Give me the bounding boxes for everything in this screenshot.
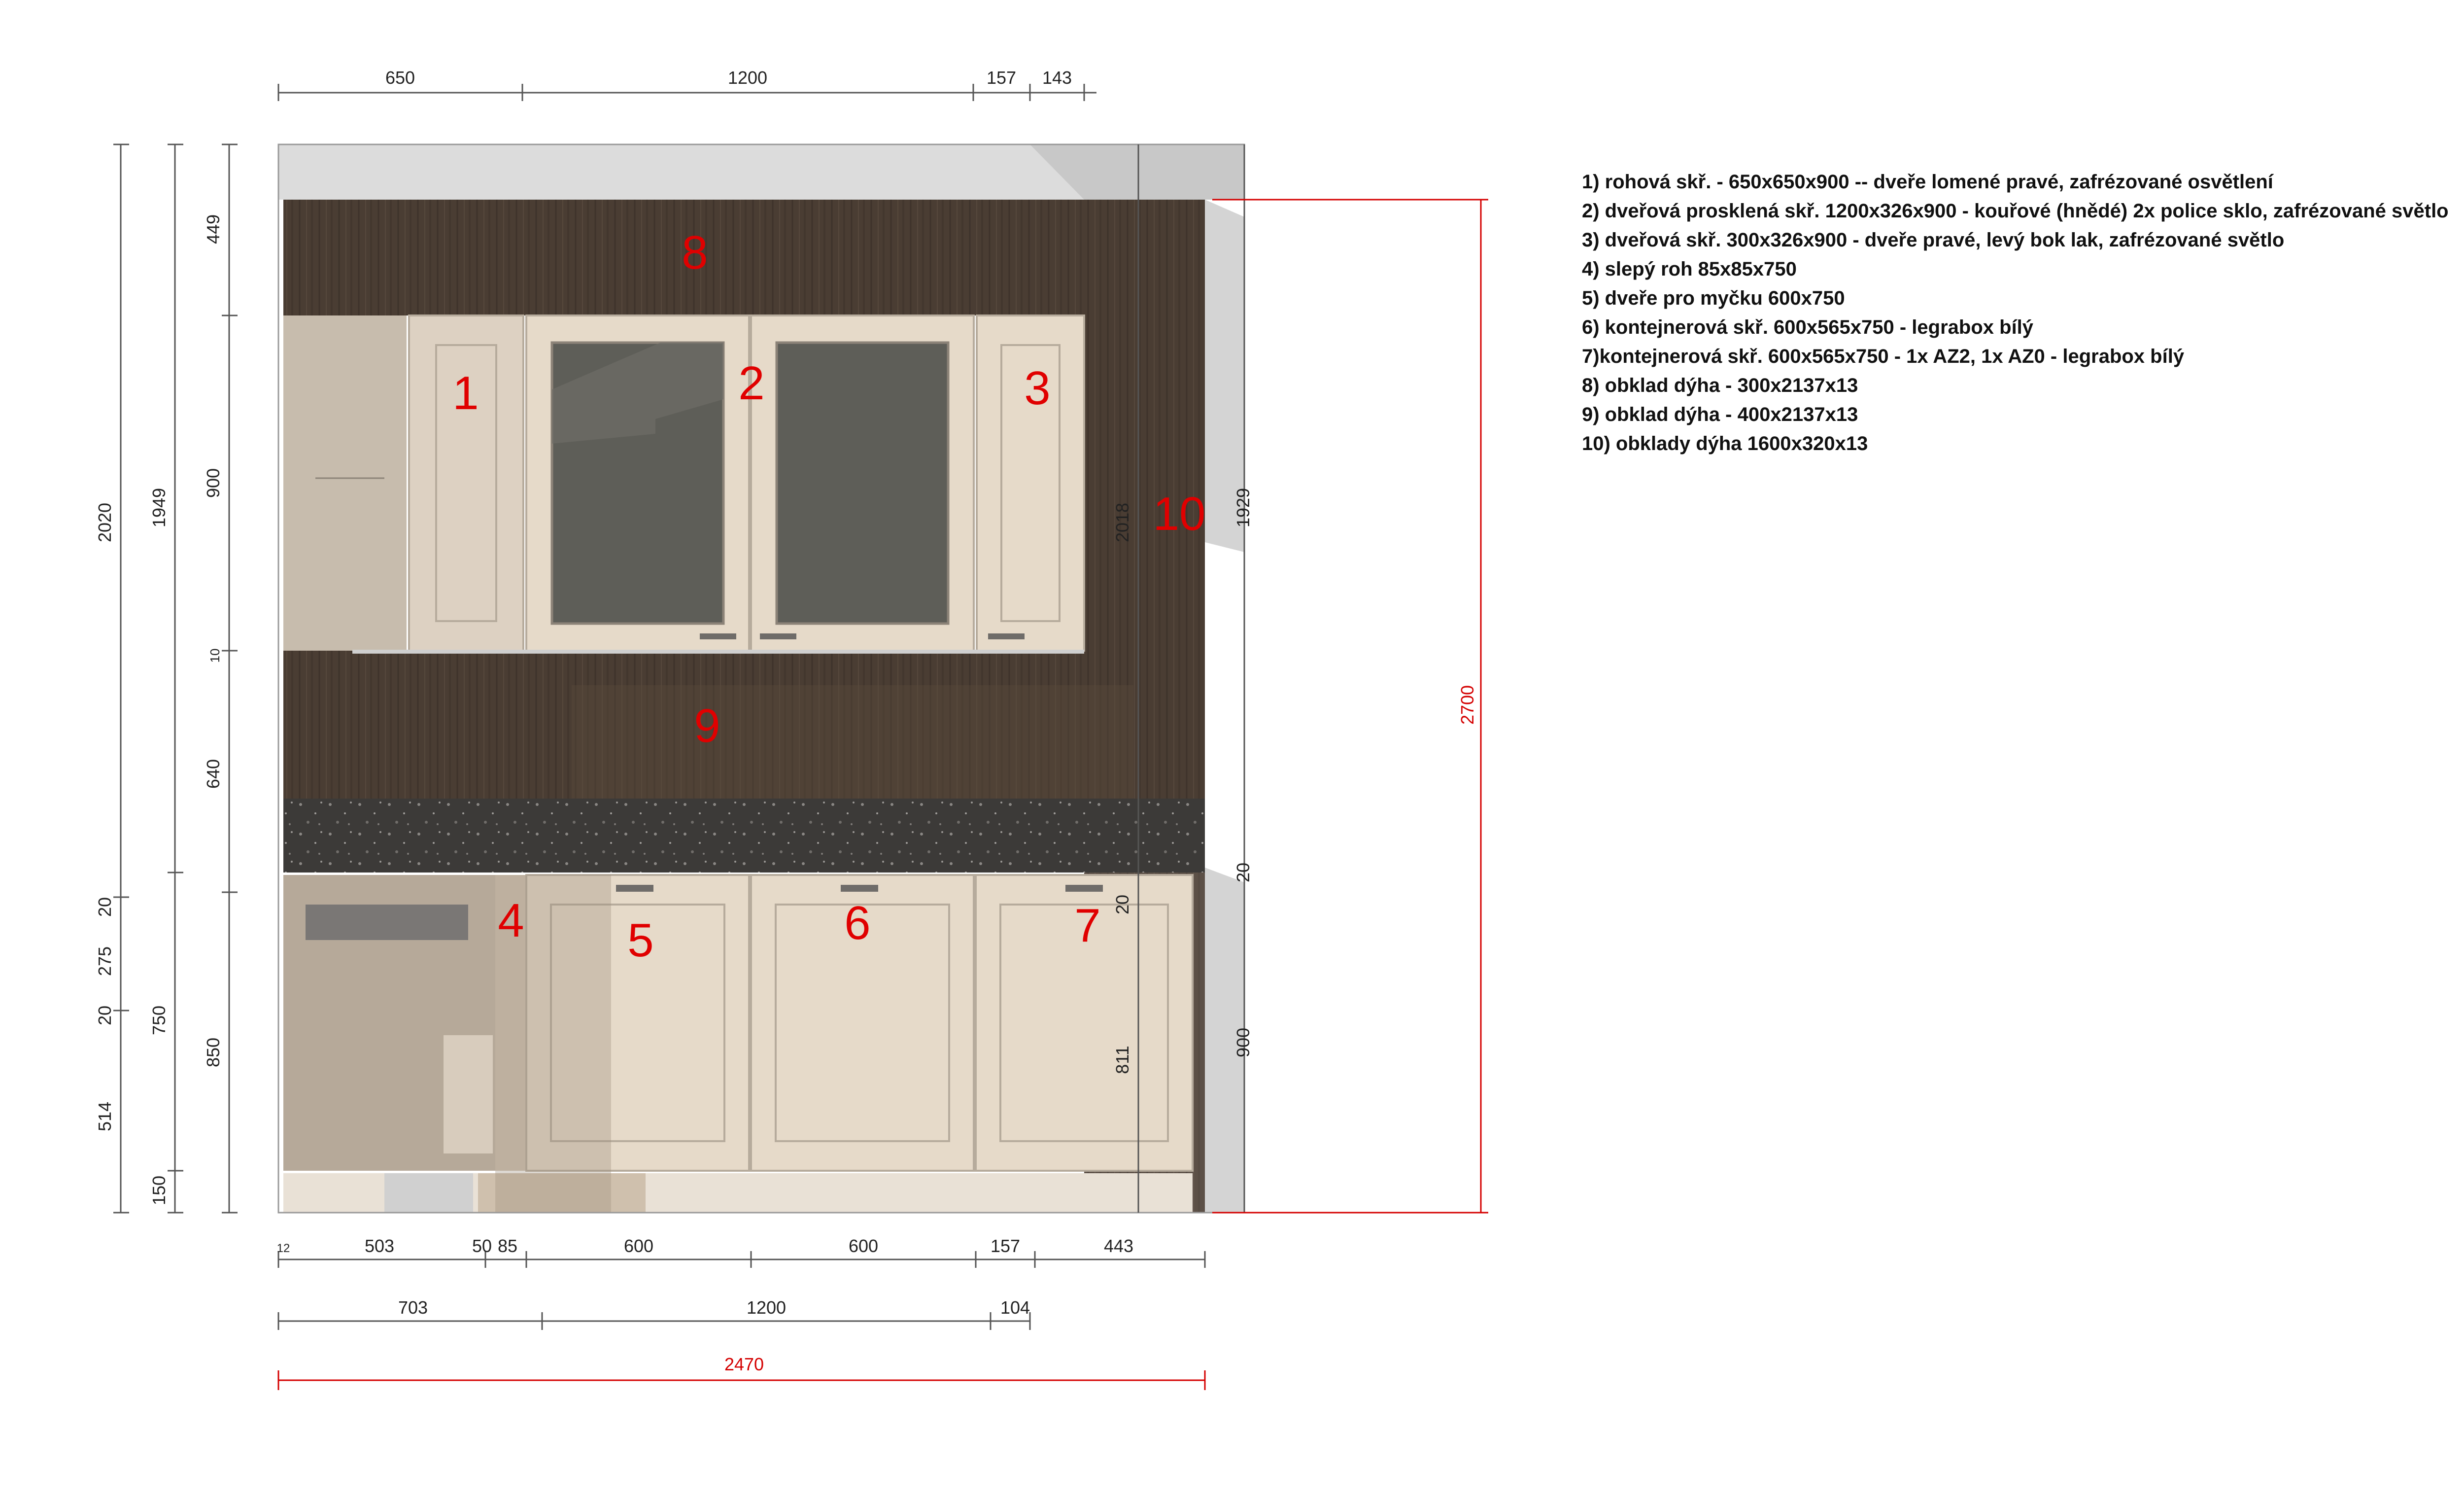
dim-bottom-600a: 600 (623, 1236, 654, 1256)
marker-10: 10 (1153, 488, 1206, 540)
dim-left-10: 10 (207, 648, 222, 663)
dim-left-750: 750 (149, 1005, 169, 1036)
marker-1: 1 (452, 367, 479, 419)
dim-bottom-1200: 1200 (746, 1297, 787, 1318)
dim-top-650: 650 (385, 68, 415, 88)
legend-item-3: 3) dveřová skř. 300x326x900 - dveře pravé, levý bok lak, zafrézované světlo (1582, 229, 2285, 251)
cabinet-1-door (409, 315, 523, 651)
legend-item-1: 1) rohová skř. - 650x650x900 -- dveře lomené pravé, zafrézované osvětlení (1582, 171, 2273, 193)
marker-5: 5 (627, 914, 654, 967)
dim-left-20b: 20 (95, 1005, 115, 1026)
dim-total-width: 2470 (724, 1354, 764, 1374)
marker-7: 7 (1074, 899, 1101, 952)
dim-left-2020: 2020 (95, 502, 115, 543)
dim-bottom-600b: 600 (848, 1236, 879, 1256)
cabinet-1-corner-side (283, 315, 407, 651)
veneer-panel-8 (283, 200, 1205, 315)
legend-item-5: 5) dveře pro myčku 600x750 (1582, 287, 1845, 309)
dim-left-514: 514 (95, 1101, 115, 1132)
legend-item-6: 6) kontejnerová skř. 600x565x750 - legrabox bílý (1582, 316, 2034, 338)
dim-right-811: 811 (1112, 1046, 1132, 1074)
dim-left-150: 150 (149, 1175, 169, 1206)
cabinet-2-glass-right (777, 343, 948, 624)
dim-right-20c: 20 (1112, 894, 1132, 915)
upper-cabinets (283, 315, 1084, 654)
marker-6: 6 (844, 897, 871, 949)
dim-left-850: 850 (203, 1037, 223, 1068)
dim-right-1929: 1929 (1233, 488, 1253, 528)
dim-left-275: 275 (95, 946, 115, 977)
dim-bottom-703: 703 (398, 1297, 428, 1318)
marker-4: 4 (498, 894, 524, 947)
dim-total-height: 2700 (1457, 685, 1477, 725)
dim-bottom-50: 50 (472, 1236, 492, 1256)
dim-bottom-104: 104 (1000, 1297, 1030, 1318)
appliance-panel (306, 905, 468, 940)
legend-item-10: 10) obklady dýha 1600x320x13 (1582, 433, 1868, 454)
legend (1582, 168, 2449, 458)
dim-right-2018: 2018 (1112, 502, 1132, 543)
legend-item-2: 2) dveřová prosklená skř. 1200x326x900 - kouřové (hnědé) 2x police sklo, zafrézované světlo (1582, 200, 2449, 222)
dim-left-1949: 1949 (149, 488, 169, 528)
dim-left-900: 900 (203, 468, 223, 498)
dim-top-1200: 1200 (727, 68, 768, 88)
upper-bottom-rail (352, 650, 1084, 654)
marker-8: 8 (682, 226, 708, 279)
dim-bottom-157: 157 (990, 1236, 1021, 1256)
veneer-panel-10 (1084, 315, 1205, 651)
dim-bottom-12: 12 (276, 1242, 290, 1255)
lower-cabinets (283, 875, 1193, 1213)
dim-top-143: 143 (1042, 68, 1072, 88)
legend-item-4: 4) slepý roh 85x85x750 (1582, 258, 1797, 280)
dim-right-20: 20 (1233, 862, 1253, 883)
dim-right-900: 900 (1233, 1027, 1253, 1058)
dim-left-449: 449 (203, 214, 223, 244)
marker-3: 3 (1024, 362, 1051, 415)
marker-9: 9 (694, 699, 720, 752)
dim-left-640: 640 (203, 759, 223, 789)
legend-item-7: 7)kontejnerová skř. 600x565x750 - 1x AZ2, 1x AZ0 - legrabox bílý (1582, 346, 2185, 367)
legend-item-8: 8) obklad dýha - 300x2137x13 (1582, 375, 1858, 396)
dim-bottom-85: 85 (497, 1236, 518, 1256)
countertop (283, 799, 1205, 873)
dim-left-20a: 20 (95, 897, 115, 917)
dim-bottom-503: 503 (364, 1236, 395, 1256)
legend-item-9: 9) obklad dýha - 400x2137x13 (1582, 404, 1858, 425)
marker-2: 2 (738, 357, 765, 410)
light-beam (572, 685, 1133, 799)
dim-bottom-443: 443 (1103, 1236, 1134, 1256)
dim-top-157: 157 (986, 68, 1017, 88)
